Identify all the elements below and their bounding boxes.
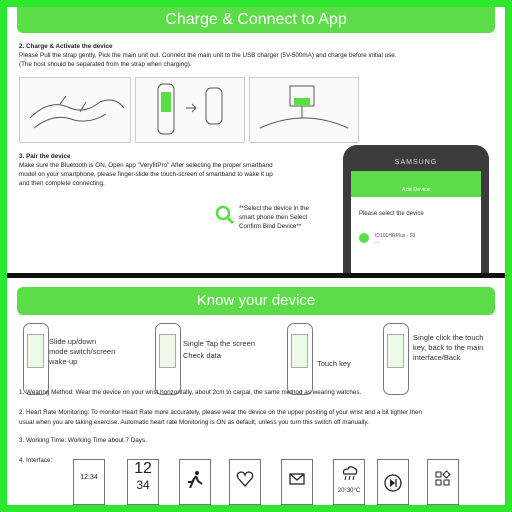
section3-heading: 3. Pair the device	[19, 153, 71, 160]
band-icon	[359, 233, 369, 243]
weather-icon	[340, 464, 358, 482]
screen-header	[351, 171, 481, 197]
interface-tile-heart-rate	[229, 459, 261, 505]
interface-tile-steps	[179, 459, 211, 505]
band-screen	[387, 334, 404, 368]
heart-rate-icon	[236, 470, 254, 488]
interface-heading: 4. Interface:	[19, 457, 53, 464]
section2-line1: Please Pull the strap gently, Pick the main unit out. Connect the main unit to the USB charger (5V-500mA) and charge before initial use.	[19, 52, 397, 59]
band-screen	[159, 334, 176, 368]
charge-banner: Charge & Connect to App	[17, 7, 495, 33]
click-label-2: key, back to the main	[413, 343, 484, 352]
tip-line2: smart phone then Select	[239, 214, 308, 221]
section2-heading: 2. Charge & Activate the device	[19, 43, 113, 50]
section2-line2: (The host should be separated from the strap when charging).	[19, 61, 192, 68]
band-screen	[291, 334, 308, 368]
section-divider	[7, 273, 505, 278]
message-icon	[288, 470, 306, 488]
tip-line3: Confirm Bind Device**	[239, 223, 302, 230]
band-figure-touch-key	[287, 323, 313, 395]
tap-label-1: Single Tap the screen	[183, 339, 255, 348]
interface-tile-big-clock	[127, 459, 159, 505]
slide-label-3: wake-up	[49, 357, 78, 366]
band-figure-tap	[155, 323, 181, 395]
slide-label-2: mode switch/screen	[49, 347, 116, 356]
interface-tile-message	[281, 459, 313, 505]
interface-tile-music	[377, 459, 409, 505]
select-device-prompt: Please select the device	[359, 211, 424, 217]
band-screen	[27, 334, 44, 368]
screen-title: Add Device	[401, 187, 431, 193]
click-label-3: interface/Back	[413, 353, 461, 362]
know-banner: Know your device	[17, 287, 495, 315]
section3-line2: model on your smartphone, please finger-slide the touch-screen of smartband to wake it up	[19, 171, 273, 178]
interface-tile-more	[427, 459, 459, 505]
section3-line1: Make sure the Bluetooth is ON, Open app "VeryfitPro" After selecting the proper smartband	[19, 162, 273, 169]
working-time: 3. Working Time: Working Time about 7 Days.	[19, 437, 147, 444]
apps-grid-icon	[434, 470, 452, 488]
wearing-method: 1. Wearing Method: Wear the device on your wrist horizontally, about 2cm to carpal, the same method as wearing watches.	[19, 389, 362, 396]
usb-charge-illustration	[249, 77, 359, 143]
device-name: ID101HRPlus - 93	[375, 233, 416, 239]
device-extra: ...	[375, 239, 380, 245]
tip-line1: **Select the device in the	[239, 205, 310, 212]
tap-label-2: Check data	[183, 351, 221, 360]
slide-label-1: Slide up/down	[49, 337, 97, 346]
clock-hour: 12	[134, 460, 152, 477]
click-label-1: Single click the touch	[413, 333, 484, 342]
clock-minute: 34	[136, 478, 150, 492]
pull-strap-illustration	[19, 77, 131, 143]
device-list-item[interactable]	[375, 233, 415, 245]
interface-tile-weather	[333, 459, 365, 505]
magnifier-icon	[215, 205, 235, 225]
running-icon	[186, 470, 204, 488]
pick-unit-illustration	[135, 77, 245, 143]
page	[7, 7, 505, 505]
interface-tile-clock	[73, 459, 105, 505]
weather-temp: 20°30°C	[337, 488, 361, 494]
clock-time: 12:34	[80, 474, 98, 481]
phone-brand: SAMSUNG	[394, 159, 438, 166]
heart-rate-line1: 2. Heart Rate Monitoring: To monitor Heart Rate more accurately, please wear the device on the upper positing of your wrist and a bit tighter then	[19, 409, 422, 416]
band-figure-slide	[23, 323, 49, 395]
heart-rate-line2: usual when you are taking exercise. Automatic heart rate Monitoring is ON as default, unless you turn this switch off manually.	[19, 419, 369, 426]
section3-line3: and then complete connecting.	[19, 180, 105, 187]
touch-key-label: Touch key	[317, 359, 351, 368]
band-figure-click	[383, 323, 409, 395]
smartphone	[343, 145, 489, 275]
play-pause-icon	[384, 474, 402, 492]
phone-screen	[351, 171, 481, 275]
